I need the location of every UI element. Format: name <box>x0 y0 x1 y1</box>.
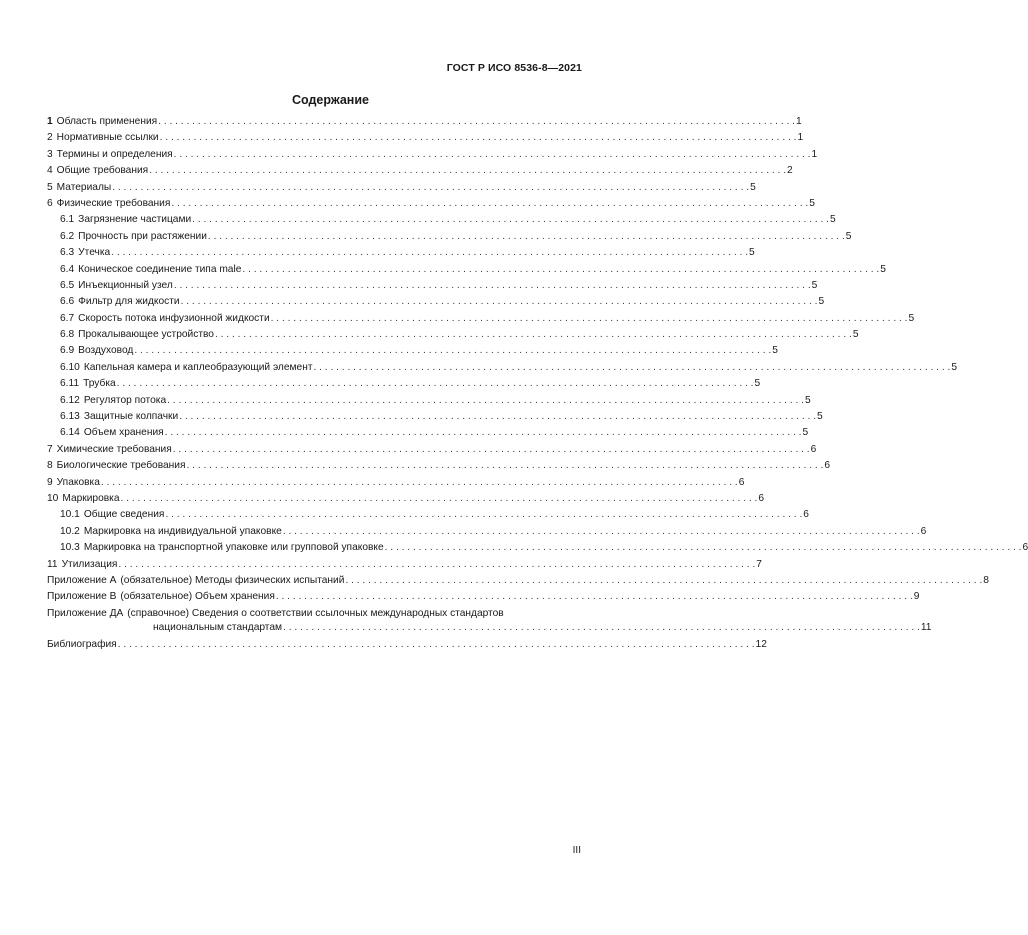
dot-leader <box>134 343 771 359</box>
toc-entry[interactable] <box>47 491 765 507</box>
toc-entry-title: Библиография <box>47 638 117 650</box>
toc-entry-page: 5 <box>772 345 778 357</box>
dot-leader <box>118 557 755 573</box>
toc-entry-title: Общие сведения <box>83 509 165 521</box>
toc-entry-number: 4 <box>47 165 53 177</box>
toc-entry-number: 6.5 <box>60 279 75 291</box>
toc-entry-title: Коническое соединение типа male <box>78 263 242 275</box>
toc-entry-page: 5 <box>852 329 859 341</box>
toc-entry-title: Общие требования <box>56 165 149 177</box>
toc-entry[interactable] <box>47 524 927 540</box>
toc-entry-title: Область применения <box>56 116 158 127</box>
toc-entry-page: 6 <box>1022 542 1028 554</box>
standard-designation: ГОСТ Р ИСО 8536-8—2021 <box>446 62 582 74</box>
toc-entry-title: Инъекционный узел <box>78 279 173 291</box>
toc-entry[interactable] <box>47 229 852 245</box>
toc-entry-number: 6.14 <box>60 427 80 439</box>
toc-entry-page: 5 <box>818 296 825 308</box>
toc-entry[interactable] <box>47 245 755 261</box>
toc-entry[interactable] <box>47 262 886 278</box>
dot-leader <box>215 327 852 343</box>
toc-entry-number: 6.12 <box>60 394 80 406</box>
dot-leader <box>171 196 808 212</box>
dot-leader <box>167 393 804 409</box>
toc-entry-number: 11 <box>47 558 58 570</box>
toc-entry[interactable] <box>47 409 823 425</box>
toc-entry-number: 6.9 <box>60 345 75 357</box>
toc-entry-title: Химические требования <box>56 443 172 455</box>
dot-leader <box>385 540 1022 556</box>
toc-entry[interactable] <box>47 343 778 359</box>
toc-entry-title: Прокалывающее устройство <box>78 329 214 341</box>
toc-entry-page: 11 <box>920 621 932 633</box>
toc-entry[interactable] <box>47 425 809 441</box>
toc-entry[interactable] <box>47 458 831 474</box>
toc-entry[interactable] <box>47 573 989 589</box>
toc-entry-title: (обязательное) Методы физических испытаний <box>120 574 345 586</box>
toc-entry-number: 6.11 <box>60 378 80 390</box>
toc-entry-page: 5 <box>845 230 852 242</box>
toc-entry-title: Фильтр для жидкости <box>78 296 180 308</box>
toc-entry-title: Упаковка <box>56 476 100 488</box>
toc-entry-page: 5 <box>811 279 818 291</box>
toc-entry-title: Прочность при растяжении <box>78 230 207 242</box>
dot-leader <box>283 621 920 635</box>
dot-leader <box>158 114 795 130</box>
toc-entry-number: Приложение ДА <box>47 607 124 619</box>
toc-entry-title: (обязательное) Объем хранения <box>120 591 275 603</box>
toc-entry-title: Капельная камера и каплеобразующий элемент <box>83 361 313 373</box>
dot-leader <box>160 130 797 146</box>
toc-entry-page: 5 <box>817 411 823 423</box>
toc-entry-title: Трубка <box>83 378 116 390</box>
toc-entry-page: 5 <box>908 312 915 324</box>
toc-entry-number: 10.3 <box>60 542 80 554</box>
toc-entry-page: 6 <box>920 525 927 537</box>
toc-entry-number: Приложение А <box>47 574 117 586</box>
toc-entry-title: Термины и определения <box>56 148 173 160</box>
toc-entry[interactable] <box>47 589 920 605</box>
dot-leader <box>118 637 755 653</box>
toc-entry-number: 6.4 <box>60 263 75 275</box>
toc-entry-number: 5 <box>47 181 53 193</box>
dot-leader <box>208 229 845 245</box>
toc-entry-page: 7 <box>756 558 762 570</box>
toc-entry[interactable] <box>47 114 802 130</box>
toc-entry[interactable] <box>47 163 793 179</box>
dot-leader <box>101 475 738 491</box>
toc-entry-number: 6.1 <box>60 214 75 226</box>
toc-entry-number: Приложение В <box>47 591 117 603</box>
toc-entry-title: Маркировка на индивидуальной упаковке <box>83 525 282 537</box>
toc-entry-number: 10.2 <box>60 525 80 537</box>
toc-entry-page: 8 <box>983 574 989 586</box>
dot-leader <box>179 409 816 425</box>
toc-entry-page: 6 <box>824 460 831 472</box>
toc-entry[interactable] <box>47 294 825 310</box>
dot-leader <box>276 589 913 605</box>
toc-entry[interactable] <box>47 475 745 491</box>
dot-leader <box>242 262 879 278</box>
toc-entry-title: Объем хранения <box>83 427 164 439</box>
toc-entry-number: 6.7 <box>60 312 75 324</box>
toc-entry-number: 6.2 <box>60 230 75 242</box>
toc-entry-page: 1 <box>797 132 804 144</box>
toc-entry-number: 8 <box>47 460 53 472</box>
toc-entry-page: 5 <box>880 263 886 275</box>
dot-leader <box>117 376 754 392</box>
dot-leader <box>192 212 829 228</box>
toc-entry-number: 10 <box>47 492 59 504</box>
toc-entry-number: 6.13 <box>60 411 80 423</box>
toc-entry-page: 5 <box>750 181 756 193</box>
table-of-contents <box>47 114 1028 653</box>
toc-entry-page: 5 <box>749 247 755 259</box>
toc-entry-page: 12 <box>755 638 767 650</box>
toc-entry-title: Нормативные ссылки <box>56 132 159 144</box>
toc-entry-page: 2 <box>787 165 793 177</box>
toc-entry-number: 6.3 <box>60 247 75 259</box>
toc-entry-page: 5 <box>830 214 836 226</box>
toc-entry[interactable] <box>47 637 767 653</box>
toc-entry-title: Маркировка <box>62 492 120 504</box>
toc-entry[interactable] <box>47 130 804 146</box>
dot-leader <box>313 360 950 376</box>
toc-entry-title: (справочное) Сведения о соответствии ссылочных международных стандартов <box>127 607 504 619</box>
dot-leader <box>165 425 802 441</box>
dot-leader <box>187 458 824 474</box>
toc-entry-page: 6 <box>738 476 745 488</box>
toc-entry[interactable] <box>47 606 932 637</box>
dot-leader <box>121 491 758 507</box>
dot-leader <box>174 147 811 163</box>
toc-entry[interactable] <box>47 311 915 327</box>
toc-entry-page: 1 <box>811 148 818 160</box>
dot-leader <box>271 311 908 327</box>
toc-entry-title: Воздуховод <box>78 345 134 357</box>
toc-entry[interactable] <box>47 212 836 228</box>
toc-entry-title-continued: национальным стандартам <box>153 621 283 633</box>
dot-leader <box>149 163 786 179</box>
toc-entry-page: 5 <box>951 361 957 373</box>
toc-entry-page: 6 <box>758 492 765 504</box>
toc-entry-title: Регулятор потока <box>83 394 167 406</box>
toc-entry[interactable] <box>47 557 762 573</box>
toc-entry-page: 5 <box>802 427 809 439</box>
toc-entry-number: 7 <box>47 443 53 455</box>
toc-entry[interactable] <box>47 278 818 294</box>
toc-entry-title: Загрязнение частицами <box>78 214 192 226</box>
toc-entry-page: 1 <box>796 116 802 127</box>
dot-leader <box>283 524 920 540</box>
toc-entry[interactable] <box>47 393 811 409</box>
toc-entry-number: 6.8 <box>60 329 75 341</box>
toc-entry-title: Материалы <box>56 181 112 193</box>
page-title: Содержание <box>291 93 369 107</box>
toc-entry-number: 9 <box>47 476 53 488</box>
toc-entry-page: 5 <box>809 197 815 209</box>
toc-entry-number: 6 <box>47 197 53 209</box>
dot-leader <box>173 442 810 458</box>
toc-entry[interactable] <box>47 327 859 343</box>
toc-entry-title: Утечка <box>78 247 111 259</box>
dot-leader <box>345 573 982 589</box>
toc-entry[interactable] <box>47 442 817 458</box>
dot-leader <box>111 245 748 261</box>
toc-entry-title: Маркировка на транспортной упаковке или групповой упаковке <box>83 542 384 554</box>
dot-leader <box>181 294 818 310</box>
toc-entry-page: 5 <box>804 394 811 406</box>
toc-entry-page: 6 <box>803 509 809 521</box>
toc-entry-title: Утилизация <box>61 558 118 570</box>
toc-entry-page: 6 <box>810 443 817 455</box>
toc-entry-number: 3 <box>47 148 53 160</box>
toc-entry-page: 5 <box>754 378 761 390</box>
toc-entry-number: 6.10 <box>60 361 80 373</box>
toc-entry-title: Биологические требования <box>56 460 186 472</box>
dot-leader <box>165 507 802 523</box>
toc-entry[interactable] <box>47 147 818 163</box>
toc-entry-title: Скорость потока инфузионной жидкости <box>78 312 270 324</box>
toc-entry[interactable] <box>47 360 957 376</box>
toc-entry[interactable] <box>47 540 1028 556</box>
toc-entry-number: 1 <box>47 116 53 127</box>
toc-entry-number: 6.6 <box>60 296 75 308</box>
dot-leader <box>112 180 749 196</box>
toc-entry[interactable] <box>47 196 815 212</box>
page-number: III <box>572 845 581 856</box>
toc-entry[interactable] <box>47 180 756 196</box>
toc-entry-title: Физические требования <box>56 197 171 209</box>
toc-entry-number: 2 <box>47 132 53 144</box>
toc-entry-page: 9 <box>913 591 920 603</box>
toc-entry-number: 10.1 <box>60 509 80 521</box>
dot-leader <box>174 278 811 294</box>
toc-entry[interactable] <box>47 376 761 392</box>
toc-entry-title: Защитные колпачки <box>83 411 179 423</box>
toc-entry[interactable] <box>47 507 809 523</box>
